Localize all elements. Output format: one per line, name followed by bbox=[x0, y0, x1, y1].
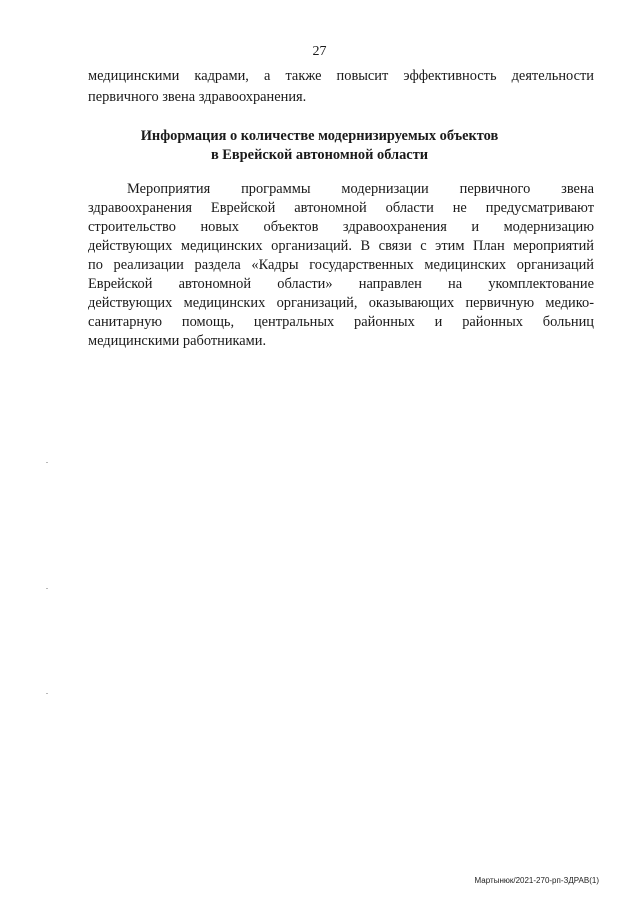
paragraph-line: медицинскими работниками. bbox=[88, 333, 267, 349]
paragraph-line: строительство новых объектов здравоохранения и модернизацию bbox=[88, 219, 594, 235]
paragraph-line: по реализации раздела «Кадры государственных медицинских организаций bbox=[88, 257, 594, 273]
section-heading: Информация о количестве модернизируемых объектов bbox=[140, 128, 499, 144]
scan-speck bbox=[46, 462, 48, 463]
paragraph-line: действующих медицинских организаций, оказывающих первичную медико- bbox=[88, 295, 594, 311]
scan-speck bbox=[46, 588, 48, 589]
paragraph-line: действующих медицинских организаций. В связи с этим План мероприятий bbox=[88, 238, 594, 254]
footer-document-code: Мартынюк/2021-270-рп-ЗДРАВ(1) bbox=[474, 876, 599, 885]
paragraph-line: здравоохранения Еврейской автономной области не предусматривают bbox=[88, 200, 594, 216]
scan-speck bbox=[46, 693, 48, 694]
intro-line: первичного звена здравоохранения. bbox=[88, 89, 307, 105]
paragraph-line: Еврейской автономной области» направлен на укомплектование bbox=[88, 276, 594, 292]
paragraph-line: санитарную помощь, центральных районных и районных больниц bbox=[88, 314, 594, 330]
intro-line: медицинскими кадрами, а также повысит эффективность деятельности bbox=[88, 68, 594, 84]
section-heading: в Еврейской автономной области bbox=[210, 147, 429, 163]
paragraph-line: Мероприятия программы модернизации первичного звена bbox=[127, 181, 594, 197]
page-number: 27 bbox=[312, 44, 327, 59]
